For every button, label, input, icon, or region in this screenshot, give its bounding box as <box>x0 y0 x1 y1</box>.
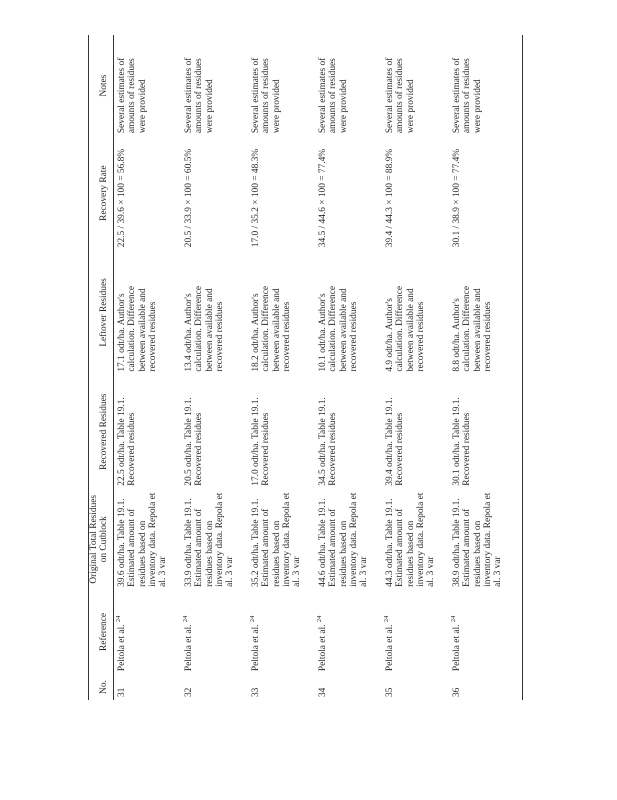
cell-rate: 34.5 / 44.6 × 100 = 77.4% <box>317 148 328 248</box>
header-no: No. <box>89 674 114 700</box>
cell-rate: 39.4 / 44.3 × 100 = 88.9% <box>384 148 395 248</box>
header-original-total-residues: Original Total Residues on Cutblock <box>89 489 114 590</box>
cell-notes: Several estimates of amounts of residues were provided <box>183 57 215 134</box>
cell-recovered: 22.5 odt/ha. Table 19.1. Recovered residues <box>116 397 138 486</box>
citation-number: 24 <box>248 615 256 623</box>
cell-leftover: 13.4 odt/ha. Author's calculation. Difference between available and recovered residues <box>183 285 226 372</box>
header-reference: Reference <box>89 590 114 674</box>
reference-text: Peltola et al. <box>384 624 395 672</box>
citation-number: 24 <box>114 615 122 623</box>
cell-reference <box>315 590 382 674</box>
reference-text: Peltola et al. <box>116 624 127 672</box>
citation-number: 24 <box>449 615 457 623</box>
rotated-table-page <box>88 35 527 700</box>
cell-rate: 22.5 / 39.6 × 100 = 56.8% <box>116 148 127 248</box>
cell-leftover: 10.1 odt/ha. Author's calculation. Difference between available and recovered residues <box>317 285 360 372</box>
reference-text: Peltola et al. <box>183 624 194 672</box>
cell-notes: Several estimates of amounts of residues were provided <box>116 57 148 134</box>
cell-no: 33 <box>250 687 261 697</box>
header-notes: Notes <box>89 35 114 136</box>
cell-no: 31 <box>116 687 127 697</box>
cell-leftover: 17.1 odt/ha. Author's calculation. Difference between available and recovered residues <box>116 285 159 372</box>
cell-reference <box>248 590 315 674</box>
table-row <box>113 35 181 700</box>
cell-recovered: 39.4 odt/ha. Table 19.1. Recovered residues <box>384 397 406 486</box>
cell-reference <box>382 590 449 674</box>
cell-reference <box>113 590 181 674</box>
residue-recovery-table <box>88 35 523 700</box>
table-row <box>449 35 523 700</box>
cell-original: 44.6 odt/ha. Table 19.1. Estimated amount of residues based on inventory data. Repola et al. 3 var <box>317 492 370 587</box>
cell-recovered: 17.0 odt/ha. Table 19.1. Recovered residues <box>250 397 272 486</box>
cell-no: 32 <box>183 687 194 697</box>
cell-original: 33.9 odt/ha. Table 19.1. Estimated amount of residues based on inventory data. Repola et al. 3 var <box>183 492 236 587</box>
cell-notes: Several estimates of amounts of residues were provided <box>449 35 523 136</box>
cell-no: 35 <box>384 687 395 697</box>
header-recovery-rate: Recovery Rate <box>89 136 114 250</box>
cell-notes: Several estimates of amounts of residues were provided <box>384 57 416 134</box>
cell-rate: 17.0 / 35.2 × 100 = 48.3% <box>250 148 261 248</box>
cell-leftover: 4.9 odt/ha. Author's calculation. Difference between available and recovered residues <box>384 285 427 372</box>
cell-recovered: 30.1 odt/ha. Table 19.1. Recovered residues <box>449 375 523 489</box>
cell-reference <box>181 590 248 674</box>
cell-original: 39.6 odt/ha. Table 19.1. Estimated amount of residues based on inventory data. Repola et al. 3 var <box>116 492 169 587</box>
reference-text: Peltola et al. <box>451 624 462 672</box>
header-recovered-residues: Recovered Residues <box>89 375 114 489</box>
reference-text: Peltola et al. <box>317 624 328 672</box>
cell-recovered: 20.5 odt/ha. Table 19.1. Recovered residues <box>183 397 205 486</box>
cell-notes: Several estimates of amounts of residues were provided <box>250 57 282 134</box>
reference-text: Peltola et al. <box>250 624 261 672</box>
cell-leftover: 8.8 odt/ha. Author's calculation. Difference between available and recovered residues <box>449 250 523 374</box>
citation-number: 24 <box>315 615 323 623</box>
table-row <box>181 35 248 700</box>
cell-rate: 20.5 / 33.9 × 100 = 60.5% <box>183 148 194 248</box>
cell-original: 44.3 odt/ha. Table 19.1. Estimated amount of residues based on inventory data. Repola et al. 3 var <box>384 492 437 587</box>
table-row <box>248 35 315 700</box>
citation-number: 24 <box>181 615 189 623</box>
cell-no: 36 <box>449 674 523 700</box>
cell-leftover: 18.2 odt/ha. Author's calculation. Difference between available and recovered residues <box>250 285 293 372</box>
header-leftover-residues: Leftover Residues <box>89 250 114 374</box>
cell-notes: Several estimates of amounts of residues were provided <box>317 57 349 134</box>
cell-reference <box>449 590 523 674</box>
cell-original: 38.9 odt/ha. Table 19.1. Estimated amount of residues based on inventory data. Repola et al. 3 var <box>449 489 523 590</box>
table-row <box>315 35 382 700</box>
citation-number: 24 <box>382 615 390 623</box>
cell-recovered: 34.5 odt/ha. Table 19.1. Recovered residues <box>317 397 339 486</box>
table-row <box>382 35 449 700</box>
cell-rate: 30.1 / 38.9 × 100 = 77.4% <box>449 136 523 250</box>
table-header-row <box>89 35 114 700</box>
cell-original: 35.2 odt/ha. Table 19.1. Estimated amount of residues based on inventory data. Repola et al. 3 var <box>250 492 303 587</box>
cell-no: 34 <box>317 687 328 697</box>
